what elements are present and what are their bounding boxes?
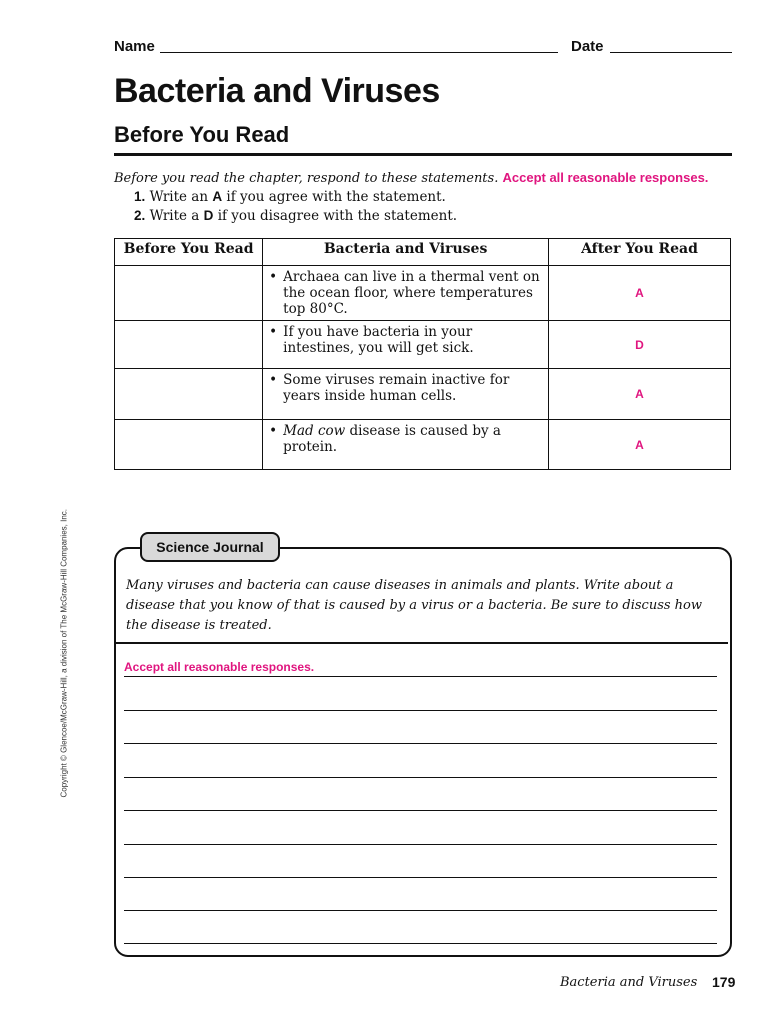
name-field-line[interactable] bbox=[160, 52, 558, 53]
writing-line[interactable] bbox=[124, 910, 717, 911]
writing-line[interactable] bbox=[124, 710, 717, 711]
instructions-text: Before you read the chapter, respond to these statements. bbox=[114, 171, 499, 186]
footer-chapter-title: Bacteria and Viruses bbox=[560, 975, 698, 990]
statement-text: Some viruses remain inactive for years inside human cells. bbox=[283, 372, 510, 404]
statement-cell bbox=[263, 369, 549, 420]
after-answer-cell[interactable]: A bbox=[548, 369, 730, 420]
statement-text: If you have bacteria in your intestines, you will get sick. bbox=[283, 324, 474, 356]
instruction-step-2 bbox=[134, 208, 457, 224]
teacher-note: Accept all reasonable responses. bbox=[502, 170, 709, 185]
table-row bbox=[115, 369, 731, 420]
writing-line[interactable] bbox=[124, 676, 717, 677]
table-row bbox=[115, 266, 731, 321]
prompt-divider bbox=[116, 642, 728, 644]
statement-text: disease is caused by a protein. bbox=[283, 423, 501, 455]
science-journal-tab: Science Journal bbox=[140, 532, 280, 562]
section-subtitle: Before You Read bbox=[114, 122, 290, 147]
bullet: • bbox=[269, 269, 278, 285]
statement-cell bbox=[263, 321, 549, 369]
title-rule bbox=[114, 153, 732, 156]
step-text-post: if you agree with the statement. bbox=[222, 189, 446, 205]
after-answer-cell[interactable]: A bbox=[548, 266, 730, 321]
step-number: 2. bbox=[134, 208, 146, 223]
page-title: Bacteria and Viruses bbox=[114, 72, 440, 110]
bullet: • bbox=[269, 423, 278, 439]
step-text-pre: Write a bbox=[149, 208, 204, 224]
writing-line[interactable] bbox=[124, 777, 717, 778]
page-number: 179 bbox=[712, 974, 736, 990]
step-text-post: if you disagree with the statement. bbox=[213, 208, 458, 224]
writing-line[interactable] bbox=[124, 943, 717, 944]
copyright-notice: Copyright © Glencoe/McGraw-Hill, a division of The McGraw-Hill Companies, Inc. bbox=[59, 508, 69, 798]
before-answer-cell[interactable] bbox=[115, 321, 263, 369]
before-answer-cell[interactable] bbox=[115, 266, 263, 321]
writing-line[interactable] bbox=[124, 810, 717, 811]
name-label: Name bbox=[114, 38, 155, 55]
statement-cell bbox=[263, 420, 549, 470]
after-answer-cell[interactable]: A bbox=[548, 420, 730, 470]
header-before-you-read: Before You Read bbox=[115, 239, 263, 266]
journal-response: Accept all reasonable responses. bbox=[124, 660, 315, 674]
instructions-lead bbox=[114, 170, 708, 186]
step-letter: D bbox=[203, 208, 214, 223]
statement-italic-text: Mad cow bbox=[283, 423, 346, 439]
before-answer-cell[interactable] bbox=[115, 369, 263, 420]
anticipation-table bbox=[114, 238, 731, 470]
date-label: Date bbox=[571, 38, 604, 55]
bullet: • bbox=[269, 372, 278, 388]
date-field-line[interactable] bbox=[610, 52, 732, 53]
writing-line[interactable] bbox=[124, 844, 717, 845]
table-header-row bbox=[115, 239, 731, 266]
statement-text: Archaea can live in a thermal vent on the ocean floor, where temperatures top 80°C. bbox=[283, 269, 540, 317]
table-row bbox=[115, 321, 731, 369]
header-after-you-read: After You Read bbox=[548, 239, 730, 266]
before-answer-cell[interactable] bbox=[115, 420, 263, 470]
writing-line[interactable] bbox=[124, 877, 717, 878]
bullet: • bbox=[269, 324, 278, 340]
after-answer-cell[interactable]: D bbox=[548, 321, 730, 369]
statement-cell bbox=[263, 266, 549, 321]
step-number: 1. bbox=[134, 189, 146, 204]
step-text-pre: Write an bbox=[149, 189, 213, 205]
writing-line[interactable] bbox=[124, 743, 717, 744]
table-row bbox=[115, 420, 731, 470]
instruction-step-1 bbox=[134, 189, 446, 205]
journal-prompt: Many viruses and bacteria can cause diseases in animals and plants. Write about a disease that you know of that is caused by a virus or a bacteria. Be sure to discuss how the disease is treated. bbox=[126, 578, 703, 633]
header-statements: Bacteria and Viruses bbox=[263, 239, 549, 266]
step-letter: A bbox=[212, 189, 223, 204]
